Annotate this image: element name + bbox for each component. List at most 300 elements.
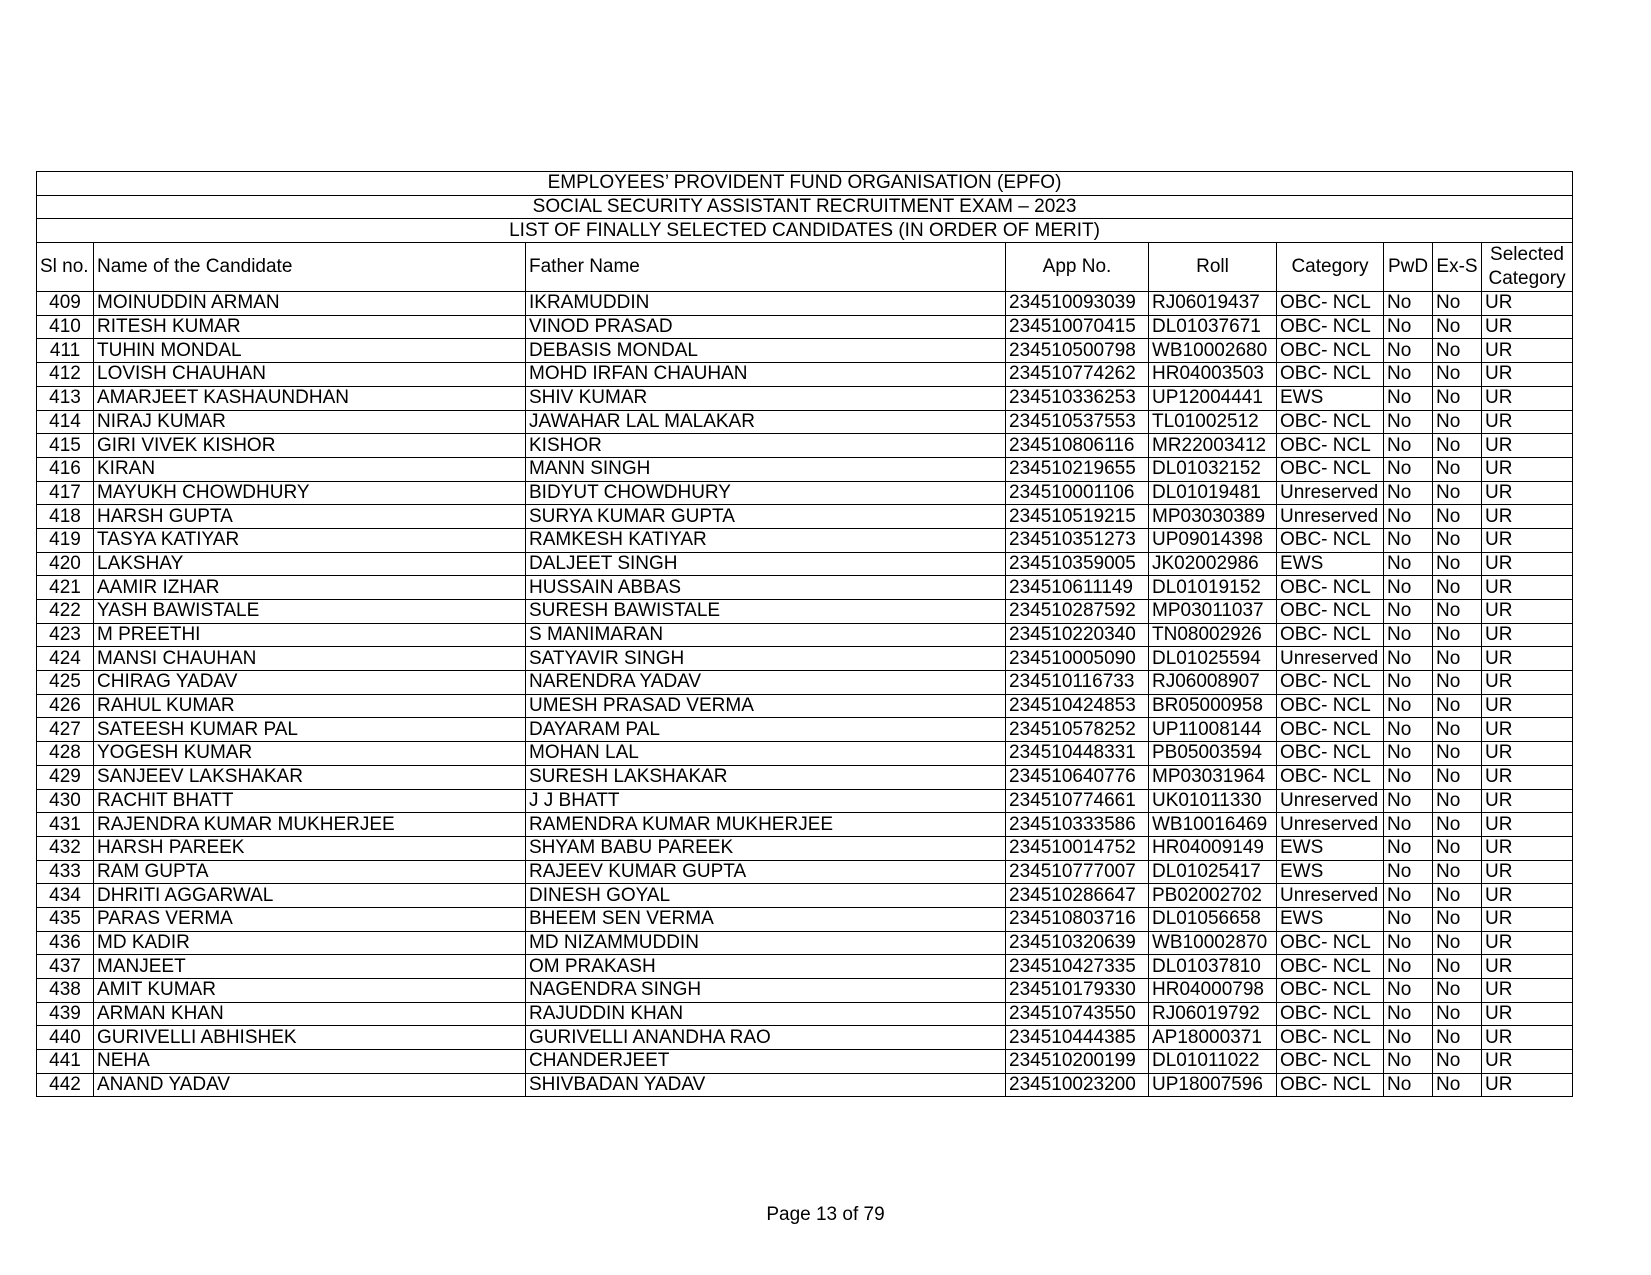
cell-selected-category: UR (1482, 410, 1573, 434)
cell-selected-category: UR (1482, 315, 1573, 339)
cell-category: Unreserved (1277, 813, 1384, 837)
cell-candidate-name: LAKSHAY (94, 552, 526, 576)
cell-app-no: 234510219655 (1006, 457, 1149, 481)
cell-sl-no: 411 (37, 339, 94, 363)
cell-roll: TL01002512 (1149, 410, 1277, 434)
cell-father-name: KISHOR (526, 434, 1006, 458)
cell-category: OBC- NCL (1277, 718, 1384, 742)
cell-pwd: No (1384, 457, 1433, 481)
cell-selected-category: UR (1482, 955, 1573, 979)
table-row (37, 457, 1573, 481)
cell-roll: BR05000958 (1149, 694, 1277, 718)
cell-app-no: 234510336253 (1006, 386, 1149, 410)
cell-ex-s: No (1433, 813, 1482, 837)
cell-father-name: NARENDRA YADAV (526, 671, 1006, 695)
cell-roll: MP03030389 (1149, 505, 1277, 529)
cell-sl-no: 419 (37, 528, 94, 552)
cell-roll: RJ06008907 (1149, 671, 1277, 695)
table-row (37, 1050, 1573, 1074)
cell-category: OBC- NCL (1277, 955, 1384, 979)
cell-app-no: 234510743550 (1006, 1002, 1149, 1026)
cell-roll: RJ06019792 (1149, 1002, 1277, 1026)
cell-app-no: 234510803716 (1006, 907, 1149, 931)
cell-sl-no: 413 (37, 386, 94, 410)
cell-sl-no: 409 (37, 292, 94, 316)
cell-ex-s: No (1433, 671, 1482, 695)
cell-category: OBC- NCL (1277, 694, 1384, 718)
cell-candidate-name: GURIVELLI ABHISHEK (94, 1026, 526, 1050)
cell-pwd: No (1384, 789, 1433, 813)
cell-app-no: 234510424853 (1006, 694, 1149, 718)
table-row (37, 505, 1573, 529)
cell-roll: JK02002986 (1149, 552, 1277, 576)
cell-app-no: 234510005090 (1006, 647, 1149, 671)
cell-candidate-name: NIRAJ KUMAR (94, 410, 526, 434)
cell-roll: MP03011037 (1149, 600, 1277, 624)
col-header-ex-s: Ex-S (1433, 243, 1482, 292)
cell-category: OBC- NCL (1277, 1073, 1384, 1097)
cell-roll: DL01037671 (1149, 315, 1277, 339)
cell-sl-no: 441 (37, 1050, 94, 1074)
list-title: LIST OF FINALLY SELECTED CANDIDATES (IN ORDER OF MERIT) (37, 219, 1573, 243)
cell-app-no: 234510179330 (1006, 979, 1149, 1003)
col-header-pwd: PwD (1384, 243, 1433, 292)
cell-selected-category: UR (1482, 765, 1573, 789)
table-row (37, 836, 1573, 860)
cell-app-no: 234510014752 (1006, 836, 1149, 860)
cell-selected-category: UR (1482, 718, 1573, 742)
table-row (37, 576, 1573, 600)
cell-category: EWS (1277, 907, 1384, 931)
cell-app-no: 234510777007 (1006, 860, 1149, 884)
table-header-row (37, 243, 1573, 292)
cell-father-name: DINESH GOYAL (526, 884, 1006, 908)
cell-father-name: RAMENDRA KUMAR MUKHERJEE (526, 813, 1006, 837)
cell-app-no: 234510578252 (1006, 718, 1149, 742)
cell-roll: UP11008144 (1149, 718, 1277, 742)
cell-father-name: SHYAM BABU PAREEK (526, 836, 1006, 860)
table-row (37, 884, 1573, 908)
cell-app-no: 234510287592 (1006, 600, 1149, 624)
cell-roll: UK01011330 (1149, 789, 1277, 813)
cell-candidate-name: AAMIR IZHAR (94, 576, 526, 600)
cell-candidate-name: AMIT KUMAR (94, 979, 526, 1003)
cell-app-no: 234510774661 (1006, 789, 1149, 813)
cell-ex-s: No (1433, 836, 1482, 860)
table-row (37, 813, 1573, 837)
cell-sl-no: 438 (37, 979, 94, 1003)
cell-ex-s: No (1433, 386, 1482, 410)
cell-pwd: No (1384, 386, 1433, 410)
cell-pwd: No (1384, 1073, 1433, 1097)
cell-roll: MR22003412 (1149, 434, 1277, 458)
cell-roll: WB10002680 (1149, 339, 1277, 363)
cell-pwd: No (1384, 410, 1433, 434)
cell-selected-category: UR (1482, 647, 1573, 671)
cell-category: EWS (1277, 386, 1384, 410)
cell-ex-s: No (1433, 600, 1482, 624)
cell-selected-category: UR (1482, 457, 1573, 481)
cell-father-name: CHANDERJEET (526, 1050, 1006, 1074)
cell-father-name: HUSSAIN ABBAS (526, 576, 1006, 600)
cell-candidate-name: ARMAN KHAN (94, 1002, 526, 1026)
cell-ex-s: No (1433, 1026, 1482, 1050)
cell-category: Unreserved (1277, 789, 1384, 813)
cell-category: OBC- NCL (1277, 931, 1384, 955)
cell-roll: DL01025417 (1149, 860, 1277, 884)
col-header-candidate-name: Name of the Candidate (94, 243, 526, 292)
cell-sl-no: 442 (37, 1073, 94, 1097)
cell-ex-s: No (1433, 955, 1482, 979)
cell-candidate-name: HARSH PAREEK (94, 836, 526, 860)
cell-roll: HR04009149 (1149, 836, 1277, 860)
cell-candidate-name: M PREETHI (94, 623, 526, 647)
table-row (37, 931, 1573, 955)
table-row (37, 363, 1573, 387)
cell-category: OBC- NCL (1277, 292, 1384, 316)
cell-sl-no: 439 (37, 1002, 94, 1026)
cell-candidate-name: TASYA KATIYAR (94, 528, 526, 552)
cell-ex-s: No (1433, 434, 1482, 458)
cell-app-no: 234510806116 (1006, 434, 1149, 458)
col-header-roll: Roll (1149, 243, 1277, 292)
cell-app-no: 234510537553 (1006, 410, 1149, 434)
cell-ex-s: No (1433, 481, 1482, 505)
cell-roll: DL01019152 (1149, 576, 1277, 600)
cell-pwd: No (1384, 528, 1433, 552)
table-row (37, 1026, 1573, 1050)
cell-sl-no: 437 (37, 955, 94, 979)
cell-pwd: No (1384, 813, 1433, 837)
table-row (37, 694, 1573, 718)
cell-category: OBC- NCL (1277, 1002, 1384, 1026)
cell-sl-no: 424 (37, 647, 94, 671)
cell-category: Unreserved (1277, 647, 1384, 671)
cell-roll: UP12004441 (1149, 386, 1277, 410)
cell-category: OBC- NCL (1277, 600, 1384, 624)
cell-father-name: SURYA KUMAR GUPTA (526, 505, 1006, 529)
cell-father-name: SATYAVIR SINGH (526, 647, 1006, 671)
table-row (37, 647, 1573, 671)
cell-pwd: No (1384, 339, 1433, 363)
cell-ex-s: No (1433, 505, 1482, 529)
cell-candidate-name: RAM GUPTA (94, 860, 526, 884)
cell-candidate-name: PARAS VERMA (94, 907, 526, 931)
col-header-sl-no: Sl no. (37, 243, 94, 292)
cell-selected-category: UR (1482, 292, 1573, 316)
table-row (37, 979, 1573, 1003)
cell-category: EWS (1277, 860, 1384, 884)
cell-father-name: SURESH BAWISTALE (526, 600, 1006, 624)
table-row (37, 742, 1573, 766)
cell-pwd: No (1384, 481, 1433, 505)
cell-app-no: 234510070415 (1006, 315, 1149, 339)
cell-category: OBC- NCL (1277, 339, 1384, 363)
cell-ex-s: No (1433, 576, 1482, 600)
cell-selected-category: UR (1482, 576, 1573, 600)
cell-father-name: DEBASIS MONDAL (526, 339, 1006, 363)
cell-father-name: BHEEM SEN VERMA (526, 907, 1006, 931)
cell-ex-s: No (1433, 1002, 1482, 1026)
cell-selected-category: UR (1482, 505, 1573, 529)
cell-ex-s: No (1433, 860, 1482, 884)
cell-pwd: No (1384, 552, 1433, 576)
cell-pwd: No (1384, 694, 1433, 718)
cell-father-name: SHIV KUMAR (526, 386, 1006, 410)
cell-roll: WB10016469 (1149, 813, 1277, 837)
cell-selected-category: UR (1482, 931, 1573, 955)
cell-app-no: 234510320639 (1006, 931, 1149, 955)
cell-app-no: 234510001106 (1006, 481, 1149, 505)
cell-sl-no: 428 (37, 742, 94, 766)
cell-pwd: No (1384, 860, 1433, 884)
cell-ex-s: No (1433, 410, 1482, 434)
cell-ex-s: No (1433, 694, 1482, 718)
cell-selected-category: UR (1482, 860, 1573, 884)
cell-roll: DL01056658 (1149, 907, 1277, 931)
cell-sl-no: 416 (37, 457, 94, 481)
cell-candidate-name: RACHIT BHATT (94, 789, 526, 813)
cell-selected-category: UR (1482, 813, 1573, 837)
table-row (37, 315, 1573, 339)
cell-category: OBC- NCL (1277, 434, 1384, 458)
cell-pwd: No (1384, 671, 1433, 695)
cell-selected-category: UR (1482, 600, 1573, 624)
cell-sl-no: 415 (37, 434, 94, 458)
cell-ex-s: No (1433, 979, 1482, 1003)
cell-roll: DL01019481 (1149, 481, 1277, 505)
cell-category: OBC- NCL (1277, 742, 1384, 766)
cell-candidate-name: CHIRAG YADAV (94, 671, 526, 695)
table-row (37, 292, 1573, 316)
cell-candidate-name: MAYUKH CHOWDHURY (94, 481, 526, 505)
cell-roll: RJ06019437 (1149, 292, 1277, 316)
cell-app-no: 234510640776 (1006, 765, 1149, 789)
cell-selected-category: UR (1482, 339, 1573, 363)
cell-sl-no: 433 (37, 860, 94, 884)
cell-app-no: 234510500798 (1006, 339, 1149, 363)
cell-sl-no: 412 (37, 363, 94, 387)
cell-app-no: 234510093039 (1006, 292, 1149, 316)
cell-selected-category: UR (1482, 789, 1573, 813)
cell-category: OBC- NCL (1277, 1026, 1384, 1050)
table-row (37, 600, 1573, 624)
cell-app-no: 234510116733 (1006, 671, 1149, 695)
cell-ex-s: No (1433, 742, 1482, 766)
cell-category: OBC- NCL (1277, 528, 1384, 552)
col-header-selected-category: Selected Category (1482, 243, 1573, 292)
cell-roll: PB05003594 (1149, 742, 1277, 766)
cell-father-name: SURESH LAKSHAKAR (526, 765, 1006, 789)
cell-father-name: UMESH PRASAD VERMA (526, 694, 1006, 718)
cell-ex-s: No (1433, 931, 1482, 955)
cell-category: Unreserved (1277, 884, 1384, 908)
cell-candidate-name: YOGESH KUMAR (94, 742, 526, 766)
cell-pwd: No (1384, 623, 1433, 647)
cell-app-no: 234510448331 (1006, 742, 1149, 766)
cell-ex-s: No (1433, 789, 1482, 813)
cell-candidate-name: HARSH GUPTA (94, 505, 526, 529)
cell-category: OBC- NCL (1277, 315, 1384, 339)
cell-father-name: GURIVELLI ANANDHA RAO (526, 1026, 1006, 1050)
col-header-category: Category (1277, 243, 1384, 292)
cell-category: OBC- NCL (1277, 979, 1384, 1003)
cell-sl-no: 435 (37, 907, 94, 931)
cell-father-name: MOHD IRFAN CHAUHAN (526, 363, 1006, 387)
cell-app-no: 234510444385 (1006, 1026, 1149, 1050)
cell-roll: PB02002702 (1149, 884, 1277, 908)
cell-ex-s: No (1433, 1050, 1482, 1074)
table-row (37, 789, 1573, 813)
table-row (37, 955, 1573, 979)
cell-father-name: OM PRAKASH (526, 955, 1006, 979)
cell-father-name: MD NIZAMMUDDIN (526, 931, 1006, 955)
cell-sl-no: 427 (37, 718, 94, 742)
cell-candidate-name: MANJEET (94, 955, 526, 979)
selected-candidates-table (36, 171, 1573, 1097)
cell-app-no: 234510200199 (1006, 1050, 1149, 1074)
cell-pwd: No (1384, 1026, 1433, 1050)
cell-father-name: IKRAMUDDIN (526, 292, 1006, 316)
cell-selected-category: UR (1482, 1026, 1573, 1050)
cell-ex-s: No (1433, 292, 1482, 316)
table-row (37, 671, 1573, 695)
cell-sl-no: 434 (37, 884, 94, 908)
cell-father-name: DAYARAM PAL (526, 718, 1006, 742)
cell-father-name: MANN SINGH (526, 457, 1006, 481)
cell-pwd: No (1384, 907, 1433, 931)
cell-category: EWS (1277, 836, 1384, 860)
cell-selected-category: UR (1482, 979, 1573, 1003)
cell-roll: HR04000798 (1149, 979, 1277, 1003)
cell-pwd: No (1384, 765, 1433, 789)
cell-roll: WB10002870 (1149, 931, 1277, 955)
cell-pwd: No (1384, 742, 1433, 766)
cell-candidate-name: RAJENDRA KUMAR MUKHERJEE (94, 813, 526, 837)
cell-selected-category: UR (1482, 386, 1573, 410)
col-header-app-no: App No. (1006, 243, 1149, 292)
cell-sl-no: 421 (37, 576, 94, 600)
table-row (37, 339, 1573, 363)
cell-candidate-name: LOVISH CHAUHAN (94, 363, 526, 387)
cell-pwd: No (1384, 576, 1433, 600)
exam-title: SOCIAL SECURITY ASSISTANT RECRUITMENT EXAM – 2023 (37, 195, 1573, 219)
cell-app-no: 234510774262 (1006, 363, 1149, 387)
cell-roll: UP09014398 (1149, 528, 1277, 552)
cell-selected-category: UR (1482, 481, 1573, 505)
cell-ex-s: No (1433, 907, 1482, 931)
cell-pwd: No (1384, 884, 1433, 908)
cell-sl-no: 414 (37, 410, 94, 434)
cell-app-no: 234510023200 (1006, 1073, 1149, 1097)
cell-pwd: No (1384, 315, 1433, 339)
cell-roll: DL01037810 (1149, 955, 1277, 979)
cell-category: OBC- NCL (1277, 623, 1384, 647)
cell-sl-no: 410 (37, 315, 94, 339)
table-row (37, 481, 1573, 505)
cell-sl-no: 429 (37, 765, 94, 789)
cell-sl-no: 418 (37, 505, 94, 529)
cell-category: OBC- NCL (1277, 671, 1384, 695)
cell-pwd: No (1384, 718, 1433, 742)
cell-category: Unreserved (1277, 481, 1384, 505)
cell-pwd: No (1384, 955, 1433, 979)
cell-sl-no: 423 (37, 623, 94, 647)
cell-category: OBC- NCL (1277, 410, 1384, 434)
cell-candidate-name: NEHA (94, 1050, 526, 1074)
cell-candidate-name: AMARJEET KASHAUNDHAN (94, 386, 526, 410)
cell-category: OBC- NCL (1277, 576, 1384, 600)
cell-category: OBC- NCL (1277, 765, 1384, 789)
cell-candidate-name: MANSI CHAUHAN (94, 647, 526, 671)
cell-sl-no: 440 (37, 1026, 94, 1050)
cell-selected-category: UR (1482, 623, 1573, 647)
cell-category: OBC- NCL (1277, 363, 1384, 387)
cell-category: OBC- NCL (1277, 457, 1384, 481)
cell-pwd: No (1384, 600, 1433, 624)
cell-sl-no: 431 (37, 813, 94, 837)
table-row (37, 907, 1573, 931)
cell-father-name: VINOD PRASAD (526, 315, 1006, 339)
cell-category: EWS (1277, 552, 1384, 576)
cell-roll: HR04003503 (1149, 363, 1277, 387)
cell-roll: TN08002926 (1149, 623, 1277, 647)
cell-selected-category: UR (1482, 884, 1573, 908)
cell-pwd: No (1384, 363, 1433, 387)
cell-ex-s: No (1433, 457, 1482, 481)
cell-roll: DL01025594 (1149, 647, 1277, 671)
table-row (37, 765, 1573, 789)
table-row (37, 1073, 1573, 1097)
cell-candidate-name: DHRITI AGGARWAL (94, 884, 526, 908)
cell-app-no: 234510611149 (1006, 576, 1149, 600)
cell-ex-s: No (1433, 339, 1482, 363)
cell-sl-no: 420 (37, 552, 94, 576)
table-row (37, 623, 1573, 647)
cell-ex-s: No (1433, 552, 1482, 576)
cell-roll: UP18007596 (1149, 1073, 1277, 1097)
cell-ex-s: No (1433, 884, 1482, 908)
cell-pwd: No (1384, 647, 1433, 671)
cell-candidate-name: KIRAN (94, 457, 526, 481)
cell-candidate-name: MD KADIR (94, 931, 526, 955)
cell-father-name: DALJEET SINGH (526, 552, 1006, 576)
cell-candidate-name: RITESH KUMAR (94, 315, 526, 339)
cell-selected-category: UR (1482, 434, 1573, 458)
cell-candidate-name: ANAND YADAV (94, 1073, 526, 1097)
cell-father-name: NAGENDRA SINGH (526, 979, 1006, 1003)
cell-candidate-name: TUHIN MONDAL (94, 339, 526, 363)
cell-sl-no: 426 (37, 694, 94, 718)
cell-ex-s: No (1433, 718, 1482, 742)
cell-father-name: RAMKESH KATIYAR (526, 528, 1006, 552)
cell-roll: DL01032152 (1149, 457, 1277, 481)
cell-pwd: No (1384, 836, 1433, 860)
cell-sl-no: 425 (37, 671, 94, 695)
cell-app-no: 234510519215 (1006, 505, 1149, 529)
cell-sl-no: 430 (37, 789, 94, 813)
cell-pwd: No (1384, 1050, 1433, 1074)
cell-selected-category: UR (1482, 552, 1573, 576)
cell-app-no: 234510286647 (1006, 884, 1149, 908)
table-row (37, 386, 1573, 410)
table-row (37, 410, 1573, 434)
cell-ex-s: No (1433, 623, 1482, 647)
cell-selected-category: UR (1482, 671, 1573, 695)
cell-app-no: 234510427335 (1006, 955, 1149, 979)
cell-selected-category: UR (1482, 742, 1573, 766)
cell-roll: DL01011022 (1149, 1050, 1277, 1074)
